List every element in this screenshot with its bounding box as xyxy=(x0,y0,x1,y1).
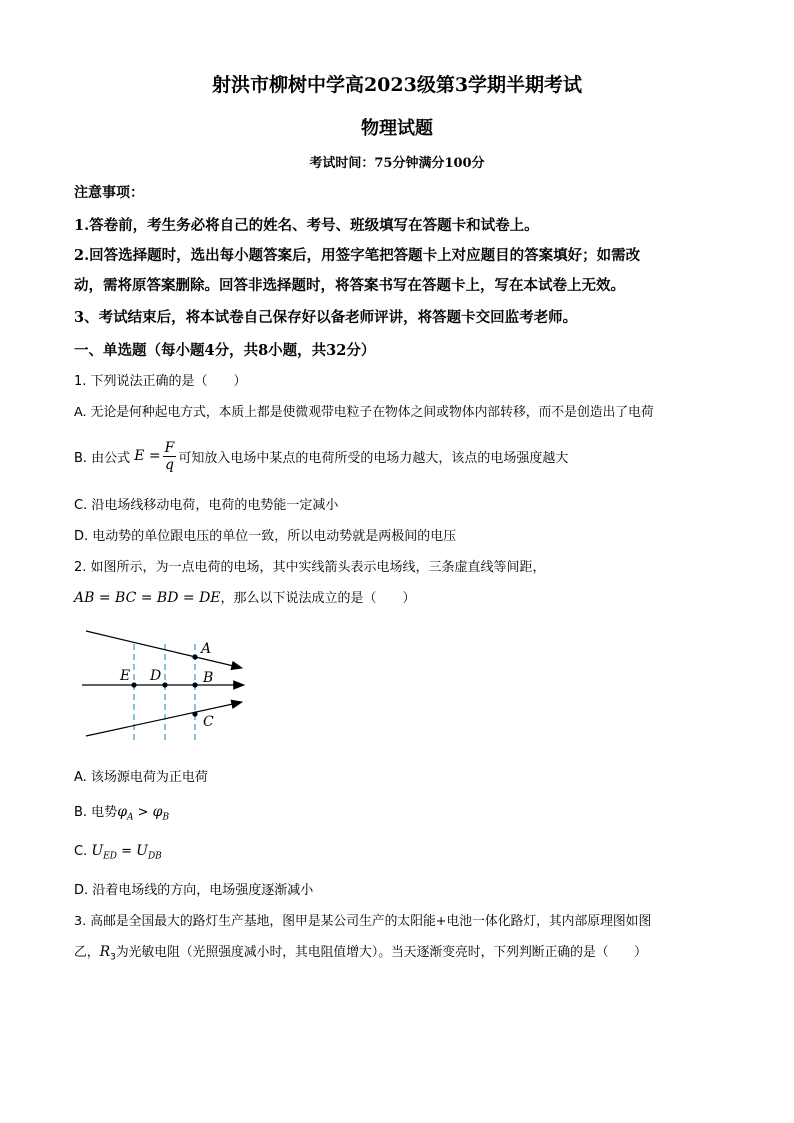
q1-formula-denominator: q xyxy=(164,456,174,473)
exam-title: 射洪市柳树中学高2023级第3学期半期考试 xyxy=(211,74,583,96)
q2-option-b-op: > xyxy=(133,805,153,820)
q2-stem-suffix: ，那么以下说法成立的是（ ） xyxy=(220,591,416,606)
field-line-upper xyxy=(86,631,242,668)
point-d xyxy=(162,682,167,687)
u-db-sub: DB xyxy=(147,851,162,862)
notes-heading: 注意事项： xyxy=(74,185,144,201)
note-item-3: 3、考试结束后，将本试卷自己保存好以备老师评讲，将答题卡交回监考老师。 xyxy=(74,309,578,326)
phi-b-sub: B xyxy=(162,812,170,823)
q2-option-c xyxy=(74,843,162,862)
note-item-1: 1.答卷前，考生务必将自己的姓名、考号、班级填写在答题卡和试卷上。 xyxy=(74,217,539,234)
q1-option-a: A. 无论是何种起电方式，本质上都是使微观带电粒子在物体之间或物体内部转移，而不是创造出了电荷 xyxy=(74,405,654,420)
q2-option-b-prefix: B. 电势 xyxy=(74,805,118,820)
q2-option-d: D. 沿着电场线的方向，电场强度逐渐减小 xyxy=(74,883,314,898)
phi-a: φ xyxy=(117,804,127,820)
q2-stem-line2 xyxy=(74,587,416,606)
q1-option-b xyxy=(74,436,568,476)
r3-symbol: R xyxy=(99,944,111,960)
note-item-2-line2: 动，需将原答案删除。回答非选择题时，将答案书写在答题卡上，写在本试卷上无效。 xyxy=(74,277,625,294)
field-line-lower xyxy=(86,702,242,736)
point-a xyxy=(192,654,197,659)
point-c xyxy=(192,711,197,716)
label-d: D xyxy=(150,668,162,684)
q2-option-b xyxy=(74,801,169,823)
subject-title: 物理试题 xyxy=(361,118,433,139)
label-b: B xyxy=(203,670,214,686)
q1-option-b-suffix: 可知放入电场中某点的电荷所受的电场力越大，该点的电场强度越大 xyxy=(178,450,569,466)
section-heading: 一、单选题（每小题4分，共8小题，共32分） xyxy=(74,342,376,359)
phi-a-sub: A xyxy=(127,812,134,823)
q2-equality: AB = BC = BD = DE xyxy=(74,590,221,606)
u-ed-sub: ED xyxy=(103,851,117,862)
q3-line2-prefix: 乙， xyxy=(74,945,100,960)
note-item-2-line1: 2.回答选择题时，选出每小题答案后，用签字笔把答题卡上对应题目的答案填好；如需改 xyxy=(74,247,641,264)
q1-formula-fraction xyxy=(163,440,177,473)
label-e: E xyxy=(120,668,131,684)
q2-option-c-eq: = xyxy=(116,844,137,859)
q3-stem-line1: 3. 高邮是全国最大的路灯生产基地，图甲是某公司生产的太阳能+电池一体化路灯，其内部原理图如图 xyxy=(74,914,652,929)
q2-option-a: A. 该场源电荷为正电荷 xyxy=(74,770,208,785)
q1-option-d: D. 电动势的单位跟电压的单位一致，所以电动势就是两极间的电压 xyxy=(74,529,457,544)
point-e xyxy=(131,682,136,687)
q1-option-c: C. 沿电场线移动电荷，电荷的电势能一定减小 xyxy=(74,498,339,513)
point-b xyxy=(192,682,197,687)
label-a: A xyxy=(201,641,212,657)
electric-field-figure xyxy=(74,622,254,752)
q1-option-b-prefix: B. 由公式 xyxy=(74,450,131,466)
r3-sub: 3 xyxy=(110,952,116,963)
q1-formula-numerator: F xyxy=(164,439,175,456)
q2-stem: 2. 如图所示，为一点电荷的电场，其中实线箭头表示电场线，三条虚直线等间距， xyxy=(74,560,546,575)
u-ed: U xyxy=(91,843,104,859)
q3-stem-line2 xyxy=(74,941,647,963)
exam-time-info: 考试时间：75分钟满分100分 xyxy=(309,156,485,171)
u-db: U xyxy=(136,843,148,859)
phi-b: φ xyxy=(152,804,163,820)
q1-formula-lhs: E = xyxy=(134,448,161,464)
label-c: C xyxy=(203,714,214,730)
q1-stem: 1. 下列说法正确的是（ ） xyxy=(74,374,247,389)
q2-option-c-prefix: C. xyxy=(74,844,92,859)
q3-line2-suffix: 为光敏电阻（光照强度减小时，其电阻值增大）。当天逐渐变亮时，下列判断正确的是（ ） xyxy=(115,945,647,960)
